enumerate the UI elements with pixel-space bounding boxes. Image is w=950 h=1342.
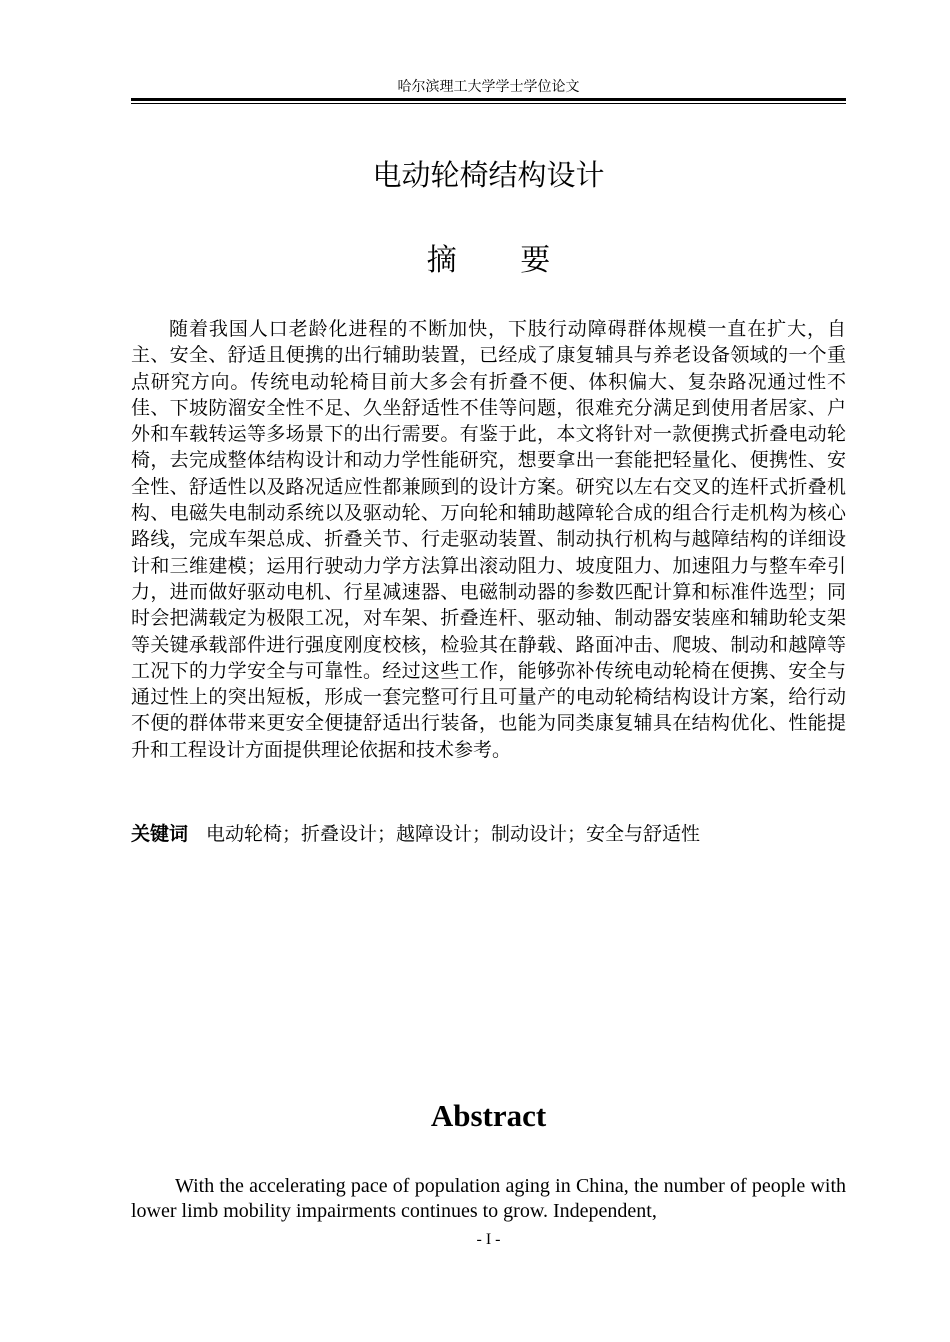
- page-number: - I -: [476, 1231, 501, 1248]
- keywords-line: [131, 821, 846, 847]
- thesis-title: 电动轮椅结构设计: [372, 158, 605, 192]
- keywords-label: 关键词: [131, 823, 189, 845]
- header-rule-thick: [131, 98, 846, 101]
- keywords-text: 电动轮椅；折叠设计；越障设计；制动设计；安全与舒适性: [206, 823, 701, 845]
- header-rule-thin: [131, 103, 846, 104]
- abstract-body-en: With the accelerating pace of population aging in China, the number of people with lower limb mobility impairments continues to grow. Independent,: [131, 1175, 846, 1222]
- abstract-heading-en: Abstract: [430, 1098, 547, 1133]
- abstract-body-cn: 随着我国人口老龄化进程的不断加快，下肢行动障碍群体规模一直在扩大，自主、安全、舒适且便携的出行辅助装置，已经成了康复辅具与养老设备领域的一个重点研究方向。传统电动轮椅目前大多会有折叠不便、体积偏大、复杂路况通过性不佳、下坡防溜安全性不足、久坐舒适性不佳等问题，很难充分满足到使用者居家、户外和车载转运等多场景下的出行需要。有鉴于此，本文将针对一款便携式折叠电动轮椅，去完成整体结构设计和动力学性能研究，想要拿出一套能把轻量化、便携性、安全性、舒适性以及路况适应性都兼顾到的设计方案。研究以左右交叉的连杆式折叠机构、电磁失电制动系统以及驱动轮、万向轮和辅助越障轮合成的组合行走机构为核心路线，完成车架总成、折叠关节、行走驱动装置、制动执行机构与越障结构的详细设计和三维建模；运用行驶动力学方法算出滚动阻力、坡度阻力、加速阻力与整车牵引力，进而做好驱动电机、行星减速器、电磁制动器的参数匹配计算和标准件选型；同时会把满载定为极限工况，对车架、折叠连杆、驱动轴、制动器安装座和辅助轮支架等关键承载部件进行强度刚度校核，检验其在静载、路面冲击、爬坡、制动和越障等工况下的力学安全与可靠性。经过这些工作，能够弥补传统电动轮椅在便携、安全与通过性上的突出短板，形成一套完整可行且可量产的电动轮椅结构设计方案，给行动不便的群体带来更安全便捷舒适出行装备，也能为同类康复辅具在结构优化、性能提升和工程设计方面提供理论依据和技术参考。: [131, 318, 846, 761]
- abstract-heading-cn: 摘 要: [426, 243, 578, 278]
- running-header: 哈尔滨理工大学学士学位论文: [397, 79, 580, 95]
